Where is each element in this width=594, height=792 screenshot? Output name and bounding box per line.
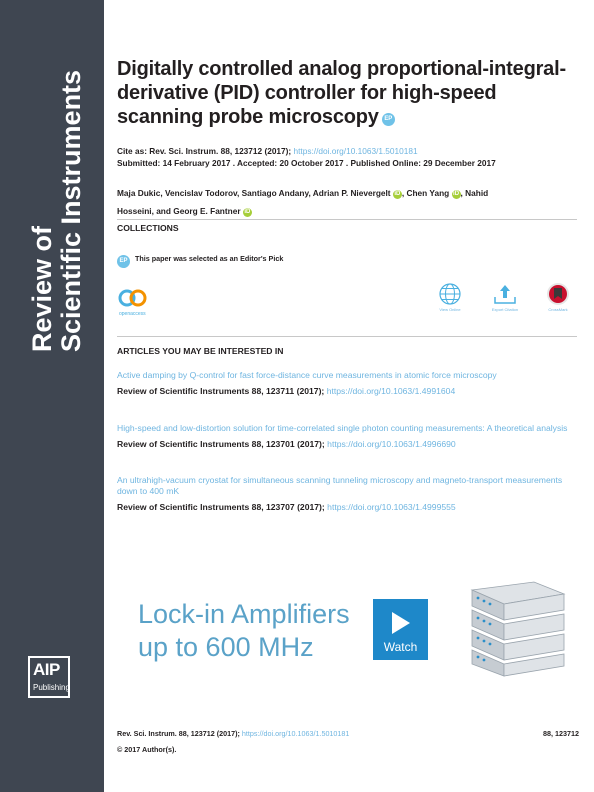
- cite-label: Cite as:: [117, 146, 147, 156]
- open-access-icon[interactable]: [117, 288, 157, 318]
- editors-pick-icon: EP: [117, 255, 130, 268]
- open-access-label: openaccess: [119, 311, 146, 317]
- related-article-source: Review of Scientific Instruments 88, 123707 (2017);: [117, 502, 325, 512]
- export-icon: [492, 282, 518, 306]
- citation-line: [117, 146, 418, 157]
- related-article-source: Review of Scientific Instruments 88, 123701 (2017);: [117, 439, 325, 449]
- related-articles-heading: ARTICLES YOU MAY BE INTERESTED IN: [117, 346, 284, 356]
- ad-headline-line2: up to 600 MHz: [138, 632, 314, 662]
- related-article-doi[interactable]: https://doi.org/10.1063/1.4996690: [327, 439, 456, 449]
- crossmark-icon: [546, 282, 570, 306]
- related-article-title[interactable]: Active damping by Q-control for fast force-distance curve measurements in atomic force microscopy: [117, 370, 497, 380]
- view-online-button[interactable]: [430, 282, 470, 312]
- related-article-doi[interactable]: https://doi.org/10.1063/1.4991604: [326, 386, 456, 396]
- page-footer: [117, 729, 579, 738]
- editors-pick-note: [117, 254, 283, 268]
- dates-line: Submitted: 14 February 2017 . Accepted: 20 October 2017 . Published Online: 29 December 2017: [117, 158, 496, 168]
- copyright-notice: © 2017 Author(s).: [117, 745, 177, 754]
- article-title-text: Digitally controlled analog proportional-integral-derivative (PID) controller for high-speed scanning probe microscopy: [117, 58, 566, 128]
- orcid-icon[interactable]: iD: [244, 209, 251, 215]
- play-icon: [392, 612, 410, 634]
- editors-pick-text: This paper was selected as an Editor's Pick: [135, 254, 284, 263]
- journal-title-line2: Scientific Instruments: [56, 69, 86, 352]
- authors-part3[interactable]: , Nahid: [460, 188, 489, 198]
- footer-page-number: 88, 123712: [543, 729, 579, 738]
- related-article-title[interactable]: High-speed and low-distortion solution for time-correlated single photon counting measurements: A theoretical analysis: [117, 423, 568, 433]
- instrument-stack-icon: [464, 576, 572, 680]
- journal-title-line1: Review of: [27, 225, 57, 352]
- article-title: [117, 57, 579, 129]
- related-article-ref: [117, 502, 577, 513]
- crossmark-label: CrossMark: [548, 307, 568, 312]
- editors-pick-icon[interactable]: EP: [382, 113, 395, 126]
- orcid-icon[interactable]: iD: [394, 191, 401, 197]
- export-citation-label: Export Citation: [491, 307, 519, 312]
- related-article-ref: [117, 386, 577, 397]
- crossmark-button[interactable]: [538, 282, 578, 312]
- related-article-2: [117, 423, 577, 450]
- aip-publishing-logo[interactable]: [28, 656, 70, 698]
- globe-icon: [438, 282, 462, 306]
- collections-heading: COLLECTIONS: [117, 223, 179, 233]
- logo-bottom-text: Publishing: [33, 683, 70, 692]
- related-article-title[interactable]: An ultrahigh-vacuum cryostat for simultaneous scanning tunneling microscopy and magneto-transport measurements down to 400 mK: [117, 475, 563, 496]
- ad-headline[interactable]: [138, 598, 350, 664]
- footer-doi-link[interactable]: https://doi.org/10.1063/1.5010181: [241, 729, 350, 738]
- related-article-ref: [117, 439, 577, 450]
- related-article-1: [117, 370, 577, 397]
- export-citation-button[interactable]: [485, 282, 525, 312]
- logo-top-text: AIP: [33, 660, 60, 679]
- authors-part2[interactable]: , Chen Yang: [401, 188, 450, 198]
- divider: [117, 336, 577, 337]
- journal-sidebar: [0, 0, 104, 792]
- related-article-doi[interactable]: https://doi.org/10.1063/1.4999555: [327, 502, 456, 512]
- related-article-source: Review of Scientific Instruments 88, 123711 (2017);: [117, 386, 325, 396]
- authors-part1[interactable]: Maja Dukic, Vencislav Todorov, Santiago Andany, Adrian P. Nievergelt: [117, 188, 391, 198]
- orcid-icon[interactable]: iD: [453, 191, 460, 197]
- watch-button[interactable]: [373, 599, 428, 660]
- view-online-label: View Online: [439, 307, 461, 312]
- footer-ref: Rev. Sci. Instrum. 88, 123712 (2017);: [117, 729, 240, 738]
- authors-part4[interactable]: Hosseini, and Georg E. Fantner: [117, 206, 241, 216]
- journal-title: [28, 32, 86, 352]
- watch-button-label: Watch: [383, 640, 418, 654]
- divider: [117, 219, 577, 220]
- related-article-3: [117, 475, 577, 513]
- cite-doi-link[interactable]: https://doi.org/10.1063/1.5010181: [293, 146, 418, 156]
- ad-headline-line1: Lock-in Amplifiers: [138, 599, 350, 629]
- authors: [117, 184, 577, 220]
- cite-ref: Rev. Sci. Instrum. 88, 123712 (2017);: [149, 146, 292, 156]
